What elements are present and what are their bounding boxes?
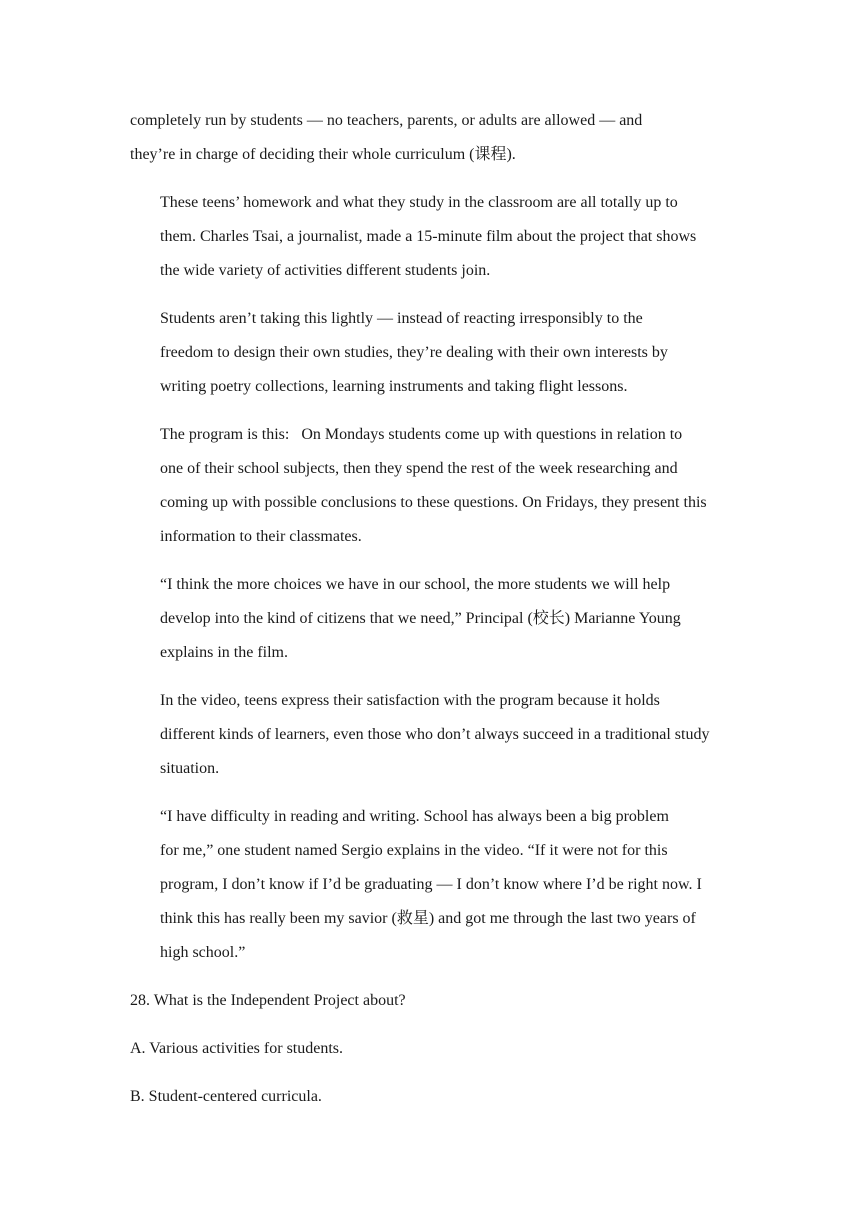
text-line: develop into the kind of citizens that we need,” Principal (校长) Marianne Young xyxy=(160,610,681,627)
text-line: they’re in charge of deciding their whole curriculum (课程). xyxy=(130,146,516,163)
text-line: one of their school subjects, then they spend the rest of the week researching and xyxy=(160,460,678,477)
article-body xyxy=(130,104,728,970)
text-line: “I have difficulty in reading and writing. School has always been a big problem xyxy=(160,808,669,825)
text-line: completely run by students — no teachers, parents, or adults are allowed — and xyxy=(130,112,643,129)
paragraph xyxy=(130,104,728,172)
text-line: In the video, teens express their satisfaction with the program because it holds xyxy=(160,692,660,709)
text-line: explains in the film. xyxy=(160,644,288,661)
text-line: program, I don’t know if I’d be graduating — I don’t know where I’d be right now. I xyxy=(160,876,702,893)
text-line: situation. xyxy=(160,760,220,777)
text-line: The program is this: On Mondays students come up with questions in relation to xyxy=(160,426,683,443)
answer-option: B. Student-centered curricula. xyxy=(130,1088,322,1105)
paragraph xyxy=(130,800,728,970)
text-line: Students aren’t taking this lightly — instead of reacting irresponsibly to the xyxy=(160,310,643,327)
text-line: These teens’ homework and what they study in the classroom are all totally up to xyxy=(160,194,678,211)
text-line: them. Charles Tsai, a journalist, made a 15-minute film about the project that shows xyxy=(160,228,697,245)
text-line: the wide variety of activities different students join. xyxy=(160,262,491,279)
text-line: freedom to design their own studies, they’re dealing with their own interests by xyxy=(160,344,668,361)
text-line: “I think the more choices we have in our school, the more students we will help xyxy=(160,576,671,593)
paragraph xyxy=(130,418,728,554)
text-line: writing poetry collections, learning instruments and taking flight lessons. xyxy=(160,378,628,395)
paragraph xyxy=(130,302,728,404)
text-line: different kinds of learners, even those who don’t always succeed in a traditional study xyxy=(160,726,710,743)
text-line: think this has really been my savior (救星) and got me through the last two years of xyxy=(160,910,696,927)
text-line: information to their classmates. xyxy=(160,528,362,545)
text-line: high school.” xyxy=(160,944,246,961)
paragraph xyxy=(130,186,728,288)
text-line: coming up with possible conclusions to these questions. On Fridays, they present this xyxy=(160,494,707,511)
text-line: for me,” one student named Sergio explains in the video. “If it were not for this xyxy=(160,842,668,859)
document-page xyxy=(130,104,728,1128)
paragraph xyxy=(130,568,728,670)
question-block xyxy=(130,984,728,1114)
answer-options xyxy=(130,1032,728,1114)
paragraph xyxy=(130,684,728,786)
question-stem: 28. What is the Independent Project about? xyxy=(130,992,406,1009)
answer-option: A. Various activities for students. xyxy=(130,1040,344,1057)
